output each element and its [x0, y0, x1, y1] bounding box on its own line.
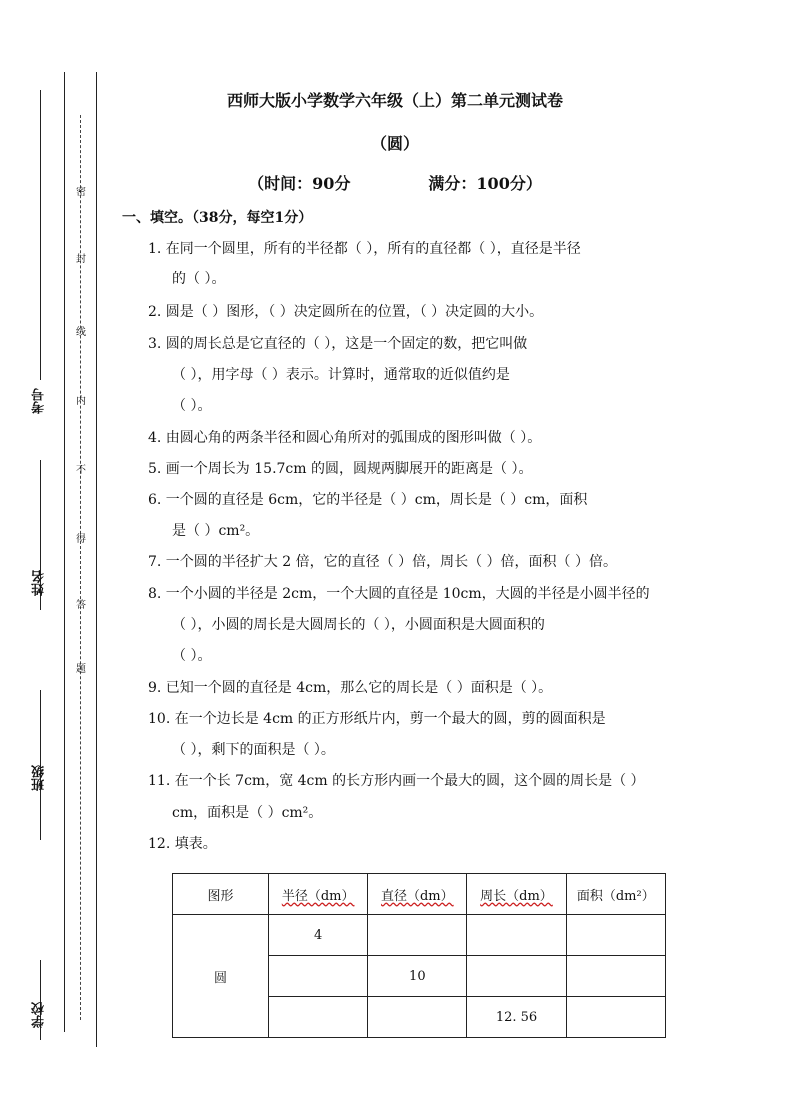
question-line: cm，面积是（ ）cm²。 [172, 805, 323, 821]
question-line: 的（ ）。 [172, 271, 226, 287]
question-line: 9. 已知一个圆的直径是 4cm，那么它的周长是（ ）面积是（ ）。 [148, 680, 553, 696]
question-line: 8. 一个小圆的半径是 2cm，一个大圆的直径是 10cm，大圆的半径是小圆半径的 [148, 586, 650, 602]
table-cell: 10 [368, 956, 467, 997]
table-header-row [173, 874, 666, 915]
question-line: 11. 在一个长 7cm，宽 4cm 的长方形内画一个最大的圆，这个圆的周长是（ ） [148, 773, 645, 789]
question-line: 6. 一个圆的直径是 6cm，它的半径是（ ）cm，周长是（ ）cm，面积 [148, 492, 588, 508]
table-row [173, 915, 666, 956]
table-cell: 4 [269, 915, 368, 956]
question-line: （ ）。 [172, 398, 212, 414]
seal-char: 内 [76, 396, 86, 407]
name-label: 姓名 [32, 570, 47, 596]
table-header-cell: 周长（dm） [467, 874, 566, 915]
table-cell: 12. 56 [467, 997, 566, 1038]
question-line: 4. 由圆心角的两条半径和圆心角所对的弧围成的图形叫做（ ）。 [148, 430, 542, 446]
question-line: （ ），剩下的面积是（ ）。 [172, 742, 335, 758]
table-header-cell: 半径（dm） [269, 874, 368, 915]
table-cell-blank[interactable] [368, 997, 467, 1038]
school-label: 学校 [32, 1002, 47, 1028]
table-cell-blank[interactable] [566, 915, 665, 956]
table-cell-blank[interactable] [269, 956, 368, 997]
page-title: 西师大版小学数学六年级（上）第二单元测试卷 [226, 91, 563, 110]
seal-char: 线 [76, 327, 86, 338]
exam-no-label: 考号 [32, 388, 47, 414]
seal-char: 得 [76, 534, 86, 545]
table-cell-blank[interactable] [467, 956, 566, 997]
section-heading: 一、填空。（38分，每空1分） [122, 210, 313, 226]
seal-char: 不 [76, 465, 86, 476]
school-blank[interactable] [40, 960, 41, 1040]
table-header-cell: 图形 [173, 874, 269, 915]
seal-char: 封 [76, 254, 86, 265]
table-cell-shape: 圆 [173, 915, 269, 1038]
question-line: 3. 圆的周长总是它直径的（ ），这是一个固定的数，把它叫做 [148, 336, 528, 352]
question-line: 7. 一个圆的半径扩大 2 倍，它的直径（ ）倍，周长（ ）倍，面积（ ）倍。 [148, 554, 617, 570]
table-cell-blank[interactable] [368, 915, 467, 956]
table-cell-blank[interactable] [566, 997, 665, 1038]
margin-line-inner [96, 72, 97, 1047]
question-line: 是（ ）cm²。 [172, 523, 260, 539]
question-line: （ ）。 [172, 648, 212, 664]
table-cell-blank[interactable] [269, 997, 368, 1038]
seal-char: 答 [76, 600, 86, 611]
page-subtitle: （圆） [370, 134, 419, 153]
question-line: 12. 填表。 [148, 836, 217, 852]
question-line: （ ），用字母（ ）表示。计算时，通常取的近似值约是 [172, 367, 510, 383]
fill-table [172, 873, 666, 1038]
table-cell-blank[interactable] [467, 915, 566, 956]
exam-meta: （时间：90分 满分：100分） [248, 174, 542, 193]
table-cell-blank[interactable] [566, 956, 665, 997]
seal-char: 密 [76, 187, 86, 198]
table-header-cell: 直径（dm） [368, 874, 467, 915]
question-line: 2. 圆是（ ）图形，（ ）决定圆所在的位置，（ ）决定圆的大小。 [148, 304, 544, 320]
class-label: 班级 [32, 765, 47, 791]
seal-char: 题 [76, 664, 86, 675]
table-header-cell: 面积（dm²） [566, 874, 665, 915]
question-line: 5. 画一个周长为 15.7cm 的圆，圆规两脚展开的距离是（ ）。 [148, 461, 533, 477]
question-line: （ ），小圆的周长是大圆周长的（ ），小圆面积是大圆面积的 [172, 617, 545, 633]
question-line: 1. 在同一个圆里，所有的半径都（ ），所有的直径都（ ），直径是半径 [148, 241, 581, 257]
margin-line-outer [64, 72, 65, 1032]
question-line: 10. 在一个边长是 4cm 的正方形纸片内，剪一个最大的圆，剪的圆面积是 [148, 711, 606, 727]
